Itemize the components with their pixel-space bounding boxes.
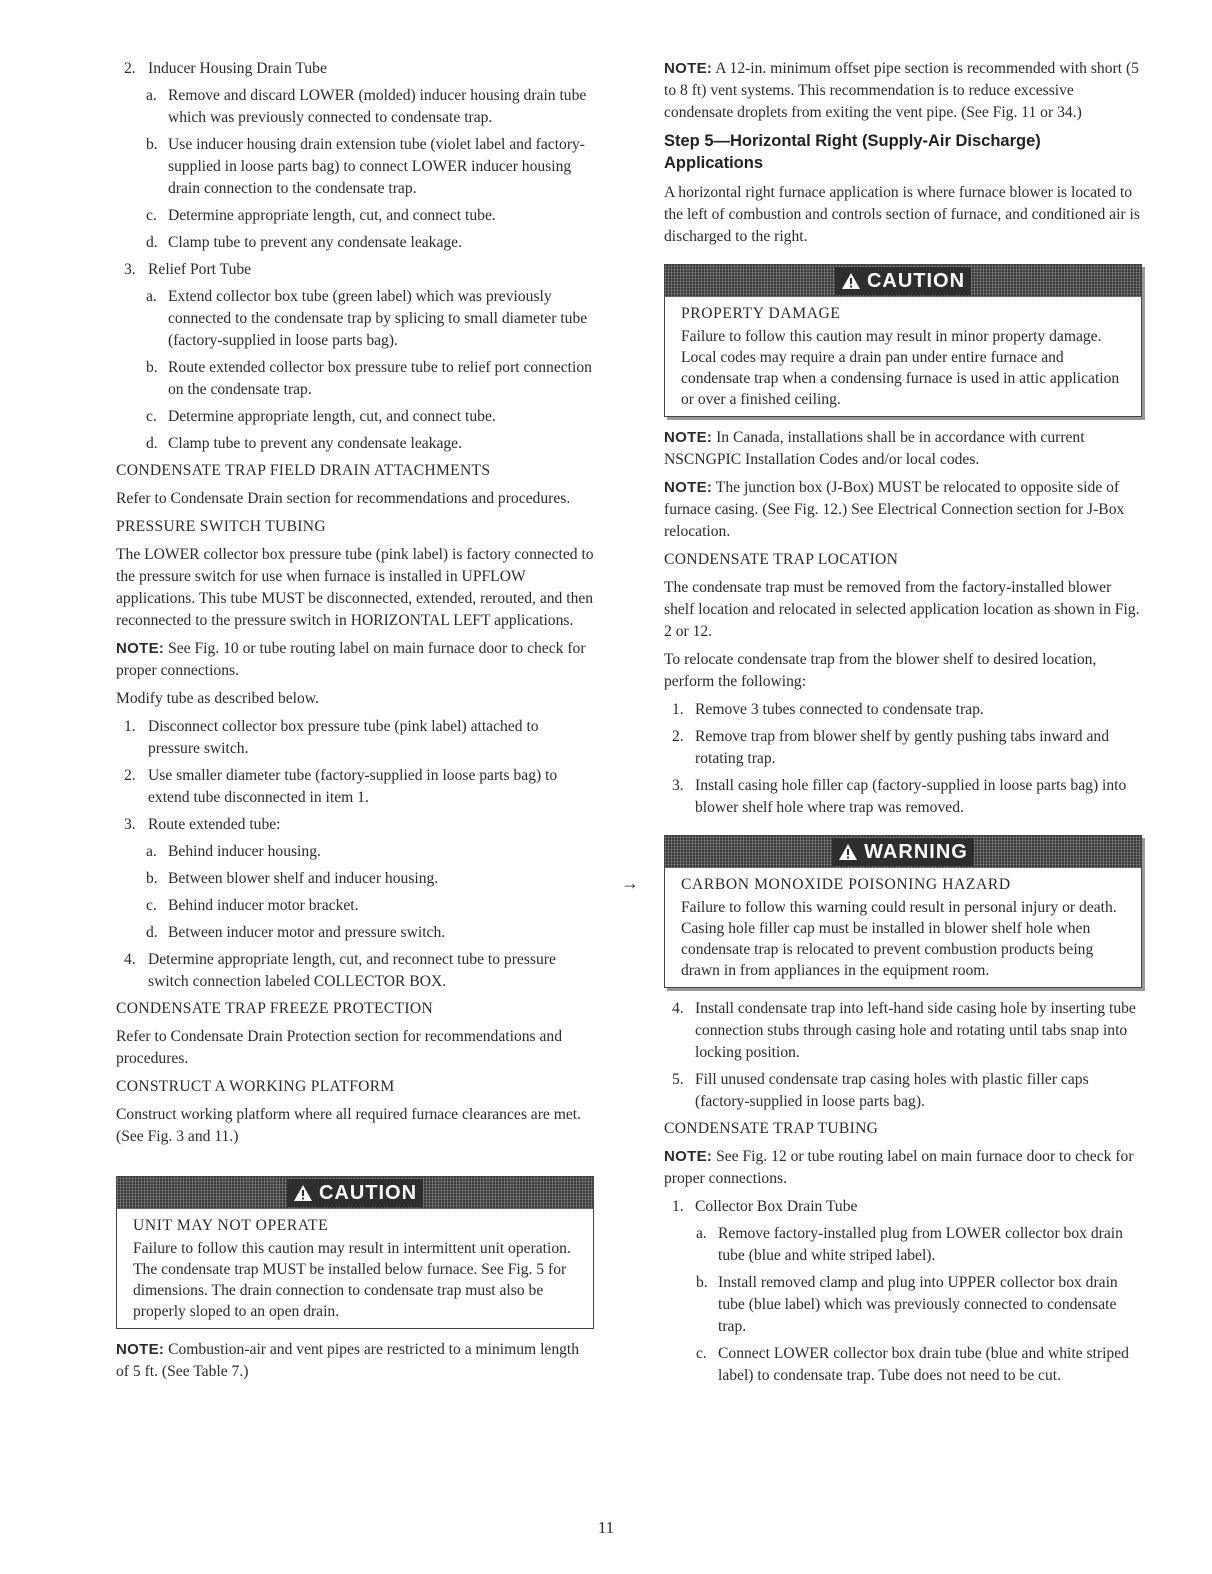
list-item: b. Between blower shelf and inducer housing. bbox=[146, 870, 439, 887]
caution-text: Local codes may require a drain pan under entire furnace and condensate trap when a condensing furnace is used in attic application or over a finished ceiling. bbox=[681, 349, 1120, 408]
caution-banner bbox=[117, 1177, 593, 1209]
list-item: c. Determine appropriate length, cut, and connect tube. bbox=[146, 408, 496, 425]
note: NOTE: See Fig. 10 or tube routing label on main furnace door to check for proper connections. bbox=[116, 640, 586, 679]
warning-text: Casing hole filler cap must be installed in blower shelf hole when condensate trap is relocated to prevent combustion products being drawn in from appliances in the equipment room. bbox=[681, 920, 1094, 979]
list-item: b. Use inducer housing drain extension tube (violet label and factory-supplied in loose parts bag) to connect LOWER inducer housing drain connection to the condensate trap. bbox=[146, 136, 586, 197]
list-item: 4. Install condensate trap into left-hand side casing hole by inserting tube connection stubs through casing hole and rotating until tabs snap into locking position. bbox=[672, 1000, 1136, 1061]
list-item: 3. Install casing hole filler cap (factory-supplied in loose parts bag) into blower shelf hole where trap was removed. bbox=[672, 777, 1127, 816]
warning-heading: CARBON MONOXIDE POISONING HAZARD bbox=[681, 876, 1011, 893]
list-item: c. Determine appropriate length, cut, and connect tube. bbox=[146, 207, 496, 224]
list-item: b. Route extended collector box pressure tube to relief port connection on the condensate trap. bbox=[146, 359, 592, 398]
note: NOTE: In Canada, installations shall be in accordance with current NSCNGPIC Installation Codes and/or local codes. bbox=[664, 429, 1085, 468]
paragraph: A horizontal right furnace application is where furnace blower is located to the left of combustion and controls section of furnace, and conditioned air is discharged to the right. bbox=[664, 184, 1140, 245]
list-item: 2. Use smaller diameter tube (factory-supplied in loose parts bag) to extend tube disconnected in item 1. bbox=[124, 767, 558, 806]
caution-box bbox=[664, 264, 1142, 417]
change-marker-arrow: → bbox=[621, 873, 639, 893]
note: NOTE: The junction box (J-Box) MUST be relocated to opposite side of furnace casing. (See Fig. 12.) See Electrical Connection section for J-Box relocation. bbox=[664, 479, 1125, 540]
list-item: a. Remove and discard LOWER (molded) inducer housing drain tube which was previously connected to condensate trap. bbox=[146, 87, 587, 126]
warning-box bbox=[621, 835, 1142, 988]
list-item: 1. Collector Box Drain Tube bbox=[672, 1198, 858, 1215]
list-item: 5. Fill unused condensate trap casing holes with plastic filler caps (factory-supplied in loose parts bag). bbox=[672, 1071, 1089, 1110]
list-item: a. Behind inducer housing. bbox=[146, 843, 321, 860]
caution-text: The condensate trap MUST be installed below furnace. See Fig. 5 for dimensions. The drain connection to condensate trap must also be properly sloped to an open drain. bbox=[133, 1261, 567, 1320]
list-item: c. Behind inducer motor bracket. bbox=[146, 897, 359, 914]
list-item: d. Between inducer motor and pressure switch. bbox=[146, 924, 446, 941]
paragraph: Refer to Condensate Drain Protection section for recommendations and procedures. bbox=[116, 1028, 563, 1067]
warning-triangle-icon bbox=[841, 272, 861, 290]
section-heading: CONDENSATE TRAP FREEZE PROTECTION bbox=[116, 1000, 434, 1017]
section-heading: CONSTRUCT A WORKING PLATFORM bbox=[116, 1078, 395, 1095]
caution-text: Failure to follow this caution may result in minor property damage. bbox=[681, 328, 1102, 345]
right-column bbox=[621, 58, 1142, 1392]
paragraph: To relocate condensate trap from the blower shelf to desired location, perform the following: bbox=[664, 651, 1097, 690]
list-item: c. Connect LOWER collector box drain tube (blue and white striped label) to condensate trap. Tube does not need to be cut. bbox=[696, 1345, 1129, 1384]
note: NOTE: A 12-in. minimum offset pipe section is recommended with short (5 to 8 ft) vent systems. This recommendation is to reduce excessive condensate droplets from exiting the vent pipe. (See Fig. 11 or 34.) bbox=[664, 60, 1139, 121]
section-heading: CONDENSATE TRAP TUBING bbox=[664, 1120, 879, 1137]
list-item: a. Extend collector box tube (green label) which was previously connected to the condensate trap by splicing to small diameter tube (factory-supplied in loose parts bag). bbox=[146, 288, 588, 349]
list-item: 2. Inducer Housing Drain Tube bbox=[124, 60, 327, 77]
caution-text: Failure to follow this caution may result in intermittent unit operation. bbox=[133, 1240, 571, 1257]
list-item: b. Install removed clamp and plug into UPPER collector box drain tube (blue label) which was previously connected to condensate trap. bbox=[696, 1274, 1118, 1335]
list-item: 4. Determine appropriate length, cut, and reconnect tube to pressure switch connection labeled COLLECTOR BOX. bbox=[124, 951, 556, 990]
warning-triangle-icon bbox=[838, 843, 858, 861]
page-number: 11 bbox=[597, 1518, 615, 1537]
step-heading: Step 5—Horizontal Right (Supply-Air Discharge) Applications bbox=[664, 132, 1041, 172]
left-column bbox=[116, 58, 594, 1389]
warning-text: Failure to follow this warning could result in personal injury or death. bbox=[681, 899, 1117, 916]
caution-heading: UNIT MAY NOT OPERATE bbox=[133, 1217, 329, 1234]
paragraph: The LOWER collector box pressure tube (pink label) is factory connected to the pressure switch for use when furnace is installed in UPFLOW applications. This tube MUST be disconnected, extended, rerouted, and then reconnected to the pressure switch in HORIZONTAL LEFT applications. bbox=[116, 546, 594, 629]
paragraph: Construct working platform where all required furnace clearances are met. (See Fig. 3 and 11.) bbox=[116, 1106, 582, 1145]
list-item: d. Clamp tube to prevent any condensate leakage. bbox=[146, 234, 463, 251]
list-item: 2. Remove trap from blower shelf by gently pushing tabs inward and rotating trap. bbox=[672, 728, 1110, 767]
section-heading: CONDENSATE TRAP FIELD DRAIN ATTACHMENTS bbox=[116, 462, 491, 479]
section-heading: PRESSURE SWITCH TUBING bbox=[116, 518, 326, 535]
note: NOTE: See Fig. 12 or tube routing label on main furnace door to check for proper connections. bbox=[664, 1148, 1134, 1187]
list-item: 3. Route extended tube: bbox=[124, 816, 281, 833]
caution-title: CAUTION bbox=[866, 270, 966, 292]
note: NOTE: Combustion-air and vent pipes are restricted to a minimum length of 5 ft. (See Table 7.) bbox=[116, 1341, 580, 1380]
section-heading: CONDENSATE TRAP LOCATION bbox=[664, 551, 899, 568]
caution-box bbox=[116, 1176, 594, 1329]
warning-triangle-icon bbox=[293, 1184, 313, 1202]
list-item: 3. Relief Port Tube bbox=[124, 261, 252, 278]
paragraph: Refer to Condensate Drain section for recommendations and procedures. bbox=[116, 490, 571, 507]
caution-banner bbox=[665, 265, 1141, 297]
paragraph: The condensate trap must be removed from the factory-installed blower shelf location and relocated in selected application location as shown in Fig. 2 or 12. bbox=[664, 579, 1140, 640]
caution-heading: PROPERTY DAMAGE bbox=[681, 305, 841, 322]
warning-banner bbox=[665, 836, 1141, 868]
list-item: a. Remove factory-installed plug from LOWER collector box drain tube (blue and white striped label). bbox=[696, 1225, 1123, 1264]
list-item: 1. Remove 3 tubes connected to condensate trap. bbox=[672, 701, 984, 718]
caution-title: CAUTION bbox=[318, 1182, 418, 1204]
list-item: d. Clamp tube to prevent any condensate leakage. bbox=[146, 435, 463, 452]
list-item: 1. Disconnect collector box pressure tube (pink label) attached to pressure switch. bbox=[124, 718, 539, 757]
paragraph: Modify tube as described below. bbox=[116, 690, 319, 707]
warning-title: WARNING bbox=[864, 841, 968, 863]
